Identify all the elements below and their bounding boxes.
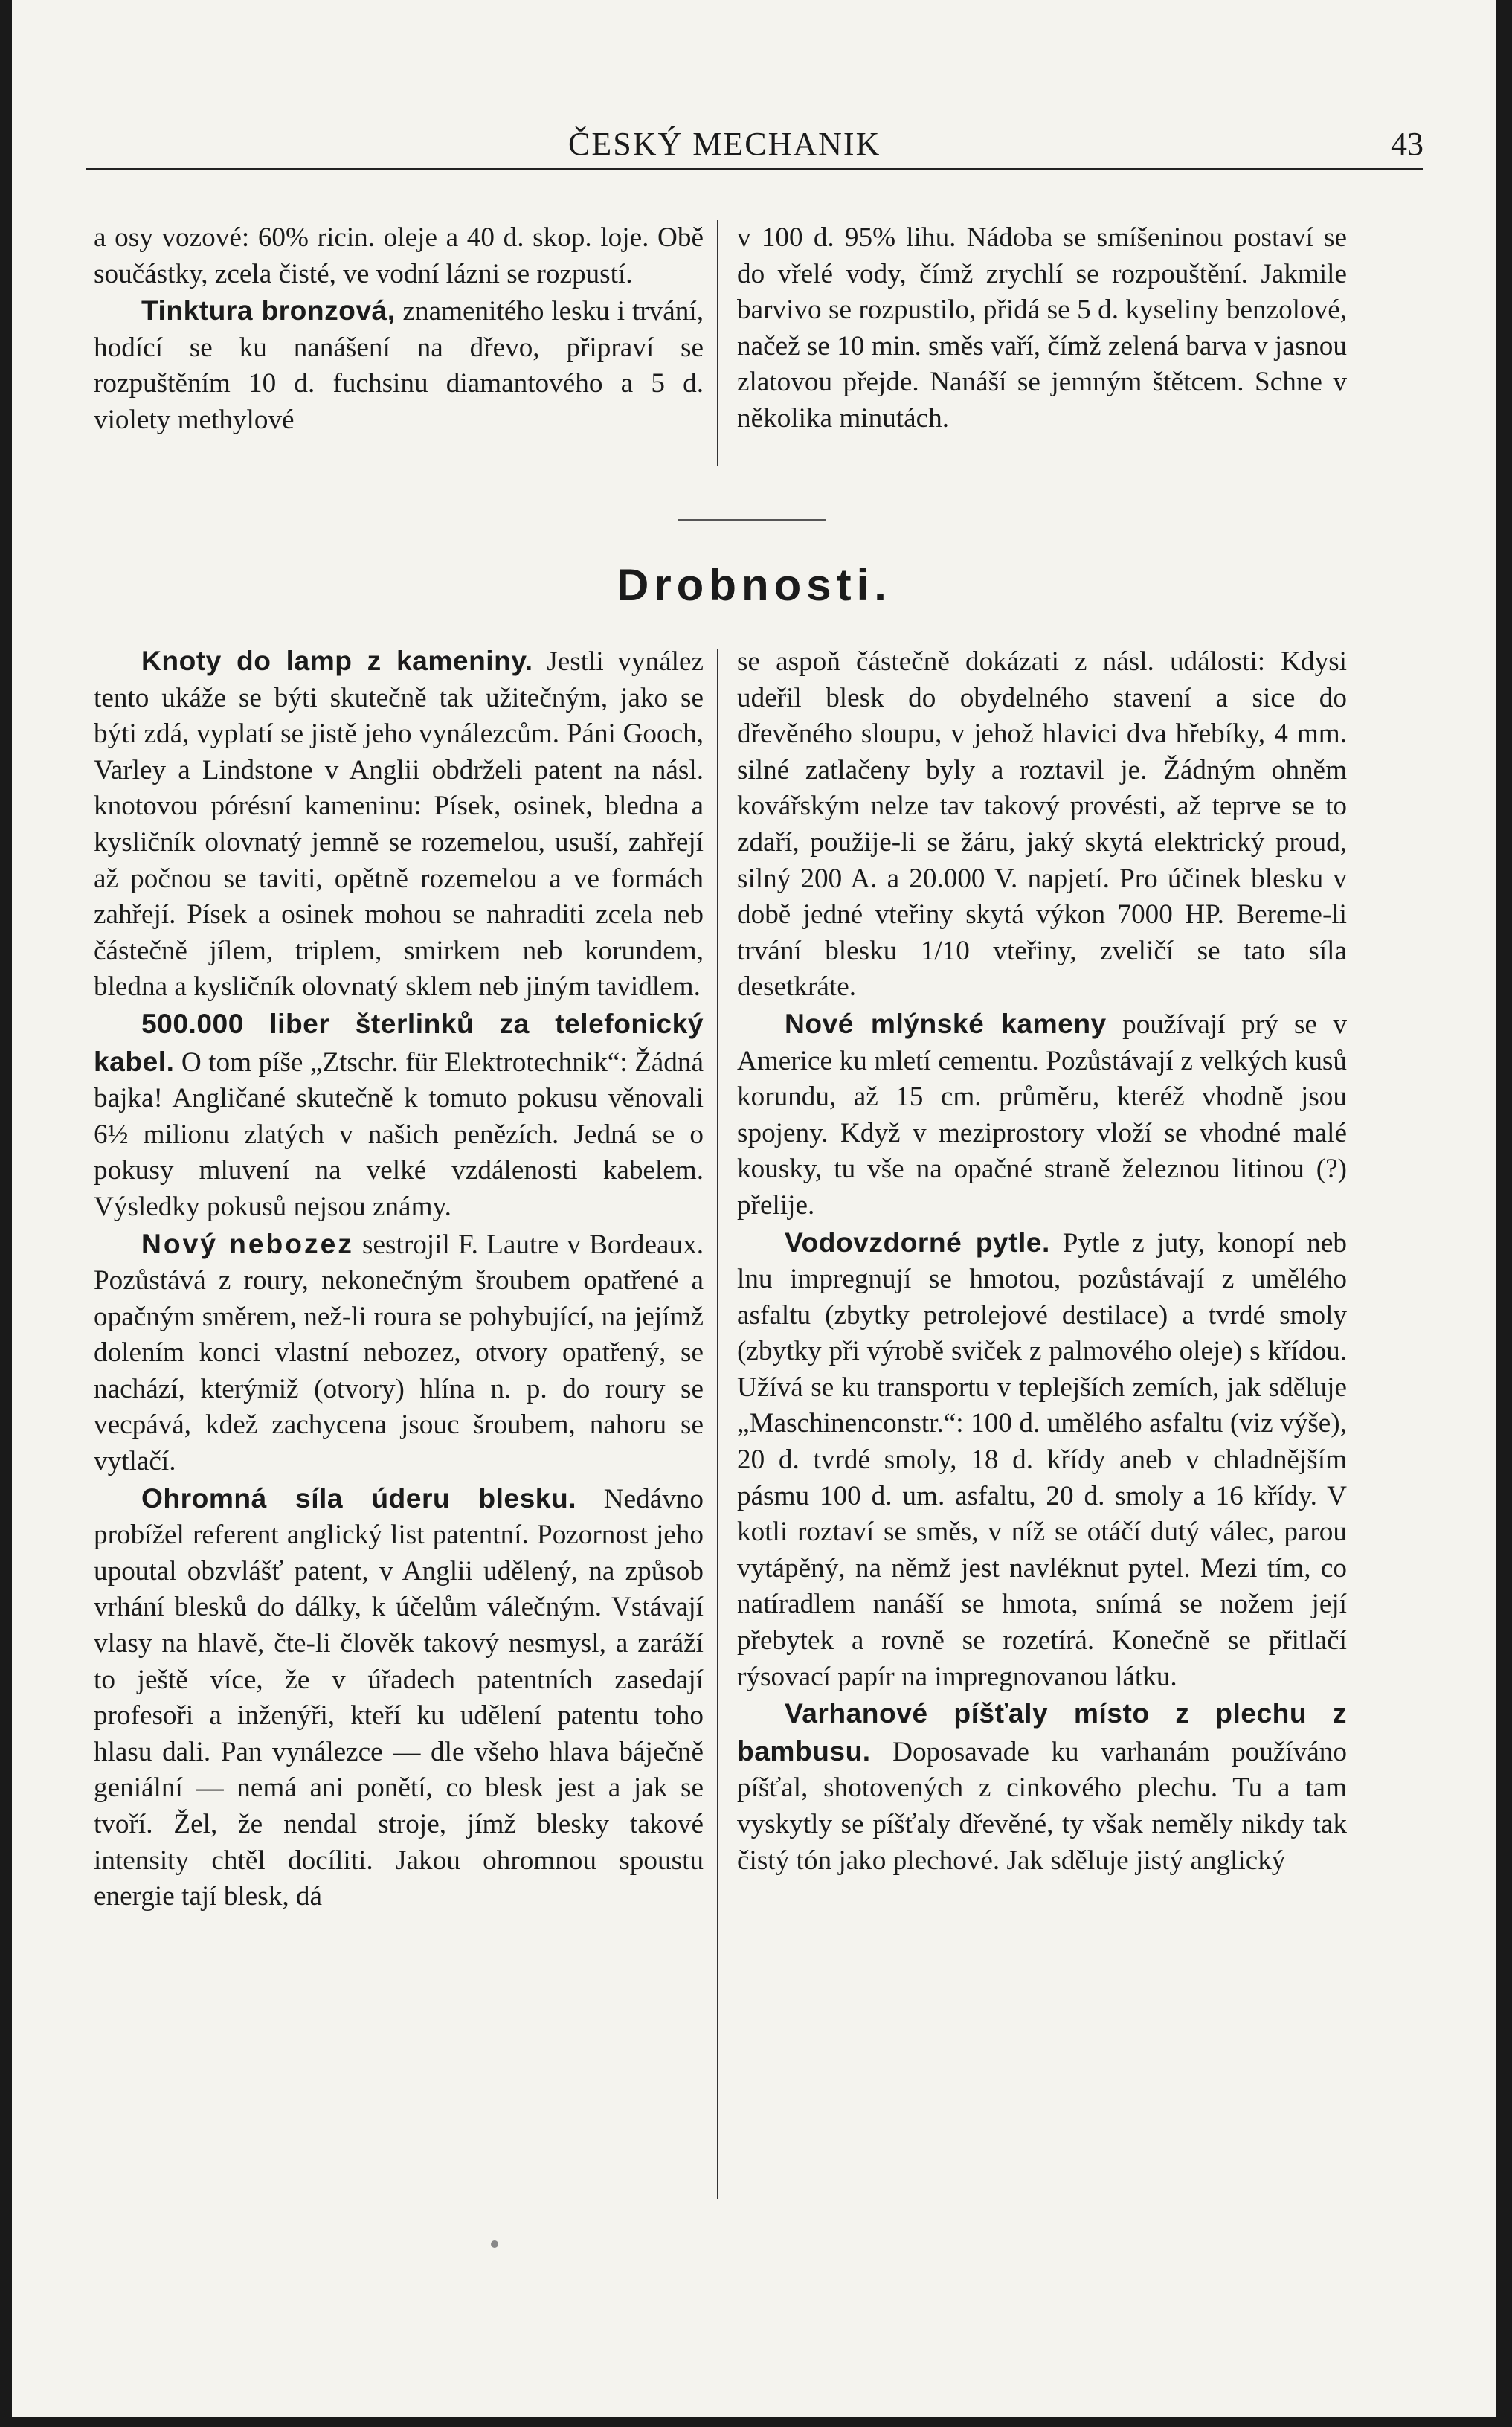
section-separator	[678, 519, 826, 521]
article	[737, 643, 1347, 1006]
running-title: ČESKÝ MECHANIK	[568, 126, 881, 162]
article-lead: Ohromná síla úderu blesku.	[141, 1482, 577, 1514]
page	[12, 0, 1496, 2417]
article	[94, 1480, 704, 1915]
article	[737, 1006, 1347, 1224]
paragraph	[94, 292, 704, 438]
left-column	[94, 643, 704, 1915]
header-rule	[86, 168, 1423, 170]
paragraph-text: a osy vozové: 60% ricin. oleje a 40 d. skop. loje. Obě součástky, zcela čisté, ve vodní lázni se rozpustí.	[94, 222, 704, 289]
right-column	[737, 643, 1347, 1879]
page-number: 43	[1391, 126, 1423, 162]
paragraph	[737, 220, 1347, 437]
paragraph-lead: Tinktura bronzová,	[141, 295, 396, 327]
article-text: se aspoň částečně dokázati z násl. události: Kdysi udeřil blesk do obydelného stavení a sice do dřevěného sloupu, v jehož hlavici dva hřebíky, 4 mm. silné zatlačeny byly a roztavil je. Žádným ohněm kovářským nelze tav takový provésti, až teprve se to zdaří, použije-li se žáru, jaký skytá elektrický proud, silný 200 A. a 20.000 V. napjetí. Pro účinek blesku v době jedné vteřiny skytá výkon 7000 HP. Bereme-li trvání blesku 1/10 vteřiny, zveličí se tato síla desetkráte.	[737, 646, 1347, 1003]
article	[94, 643, 704, 1006]
article-lead: Knoty do lamp z kameniny.	[141, 645, 533, 676]
article-text: Pytle z juty, konopí neb lnu impregnují se hmotou, pozůstávají z umělého asfaltu (zbytky petrolejové destilace) a tvrdé smoly (zbytky při výrobě sviček z palmového oleje) s křídou. Užívá se ku transportu v teplejších zemích, jak sděluje „Maschinenconstr.“: 100 d. umělého asfaltu (viz výše), 20 d. tvrdé smoly, 18 d. křídy aneb v chladnějším pásmu 100 d. um. asfaltu, 20 d. smoly a 16 křídy. V kotli roztaví se směs, v níž se otáčí dutý válec, parou vytápěný, na němž jest navléknut pytel. Mezi tím, co natíradlem nanáší se hmota, snímá se nožem její přebytek a rovně se rozetírá. Konečně se přitlačí rýsovací papír na impregnovanou látku.	[737, 1227, 1347, 1692]
article-text: používají prý se v Americe ku mletí cementu. Pozůstávají z velkých kusů korundu, až 15 cm. průměru, kteréž vhodně jsou spojeny. Když v meziprostory vloží se vhodné malé kousky, tu vše na opačné straně železnou litinou (?) přelije.	[737, 1009, 1347, 1221]
paragraph-text: znamenitého lesku i trvání, hodící se ku nanášení na dřevo, připraví se rozpuštěním 10 d. fuchsinu diamantového a 5 d. violety methylové	[94, 296, 704, 435]
page-header	[92, 125, 1423, 170]
top-left-column	[94, 220, 704, 439]
print-speck	[491, 2240, 498, 2248]
section-title: Drobnosti.	[617, 560, 892, 610]
article	[737, 1695, 1347, 1879]
article-lead: Varhanové píšťaly místo z plechu z bambusu.	[737, 1697, 1347, 1767]
column-divider	[717, 649, 718, 2199]
article-lead: Vodovzdorné pytle.	[785, 1226, 1050, 1258]
article	[94, 1226, 704, 1480]
article-text: O tom píše „Ztschr. für Elektrotechnik“: Žádná bajka! Angličané skutečně k tomuto pokusu věnovali 6½ milionu zlatých v našich penězích. Jedná se o pokusy mluvení na velké vzdálenosti kabelem. Výsledky pokusů nejsou známy.	[94, 1047, 704, 1222]
article-lead: Nový nebozez	[141, 1227, 354, 1259]
paragraph-text: v 100 d. 95% lihu. Nádoba se smíšeninou postaví se do vřelé vody, čímž zrychlí se rozpouštění. Jakmile barvivo se rozpustilo, přidá se 5 d. kyseliny benzolové, načež se 10 min. směs vaří, čímž zelená barva v jasnou zlatovou přejde. Nanáší se jemným štětcem. Schne v několika minutách.	[737, 222, 1347, 434]
article	[737, 1224, 1347, 1696]
column-divider	[717, 220, 718, 466]
article-text: sestrojil F. Lautre v Bordeaux. Pozůstává z roury, nekonečným šroubem opatřené a opačným směrem, než-li roura se pohybující, na jejímž dolením konci vlastní nebozez, otvory opatřený, se nachází, kterýmiž (otvory) hlína n. p. do roury se vecpává, kdež zachycena jsouc šroubem, nahoru se vytlačí.	[94, 1229, 704, 1477]
article-text: Doposavade ku varhanám používáno píšťal, shotovených z cinkového plechu. Tu a tam vyskytly se píšťaly dřevěné, ty však neměly nikdy tak čistý tón jako plechové. Jak sděluje jistý anglický	[737, 1736, 1347, 1876]
article-text: Jestli vynález tento ukáže se býti skutečně tak užitečným, jako se býti zdá, vyplatí se jistě jeho vynálezcům. Páni Gooch, Varley a Lindstone v Anglii obdrželi patent na násl. knotovou pórésní kameninu: Písek, osinek, bledna a kysličník olovnatý jemně se rozemelou, usuší, zahřejí až počnou se taviti, opětně rozemelou a ve formách zahřejí. Písek a osinek mohou se nahraditi zcela neb částečně jílem, triplem, smirkem neb korundem, bledna a kysličník olovnatý sklem neb jiným tavidlem.	[94, 646, 704, 1003]
paragraph	[94, 220, 704, 292]
article-text: Nedávno probížel referent anglický list patentní. Pozornost jeho upoutal obzvlášť patent, v Anglii udělený, na způsob vrhání blesků do dálky, k účelům válečným. Vstávají vlasy na hlavě, čte-li člověk takový nesmysl, a zaráží to ještě více, že v úřadech patentních zasedají profesoři a inženýři, kteří ku udělení patentu toho hlasu dali. Pan vynálezce — dle všeho hlava báječně geniální — nemá ani ponětí, co blesk jest a jak se tvoří. Žel, že nendal stroje, jímž blesky takové intensity chtěl docíliti. Jakou ohromnou spoustu energie tají blesk, dá	[94, 1483, 704, 1912]
article-lead: Nové mlýnské kameny	[785, 1007, 1107, 1039]
top-right-column	[737, 220, 1347, 437]
article-lead: 500.000 liber šterlinků za telefonický kabel.	[94, 1007, 704, 1077]
article	[94, 1006, 704, 1226]
